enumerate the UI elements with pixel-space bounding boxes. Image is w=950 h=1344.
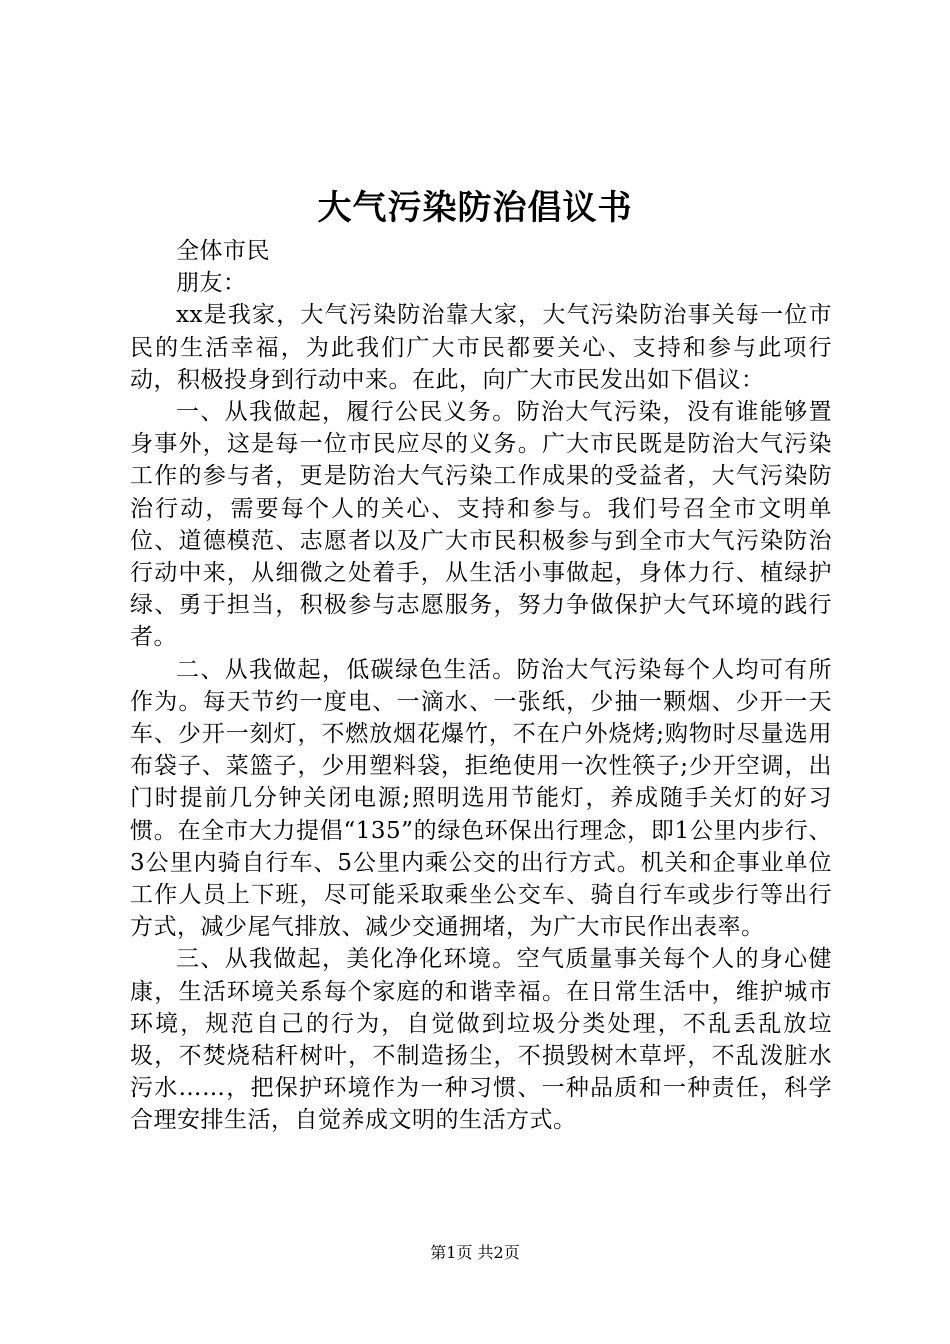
salutation-line-1: 全体市民 <box>176 238 270 264</box>
paragraph-point-1: 一、从我做起，履行公民义务。防治大气污染，没有谁能够置身事外，这是每一位市民应尽的义务。广大市民既是防治大气污染工作的参与者，更是防治大气污染工作成果的受益者，大气污染防治行动，需要每个人的关心、支持和参与。我们号召全市文明单位、道德模范、志愿者以及广大市民积极参与到全市大气污染防治行动中来，从细微之处着手，从生活小事做起，身体力行、植绿护绿、勇于担当，积极参与志愿服务，努力争做保护大气环境的践行者。 <box>130 399 832 651</box>
paragraph-point-2: 二、从我做起，低碳绿色生活。防治大气污染每个人均可有所作为。每天节约一度电、一滴水、一张纸，少抽一颗烟、少开一天车、少开一刻灯，不燃放烟花爆竹，不在户外烧烤;购物时尽量选用布袋子、菜篮子，少用塑料袋，拒绝使用一次性筷子;少开空调，出门时提前几分钟关闭电源;照明选用节能灯，养成随手关灯的好习惯。在全市大力提倡“135”的绿色环保出行理念，即1公里内步行、3公里内骑自行车、5公里内乘公交的出行方式。机关和企事业单位工作人员上下班，尽可能采取乘坐公交车、骑自行车或步行等出行方式，减少尾气排放、减少交通拥堵，为广大市民作出表率。 <box>130 656 832 941</box>
paragraph-point-3: 三、从我做起，美化净化环境。空气质量事关每个人的身心健康，生活环境关系每个家庭的和谐幸福。在日常生活中，维护城市环境，规范自己的行为，自觉做到垃圾分类处理，不乱丢乱放垃圾，不焚烧秸秆树叶，不制造扬尘，不损毁树木草坪，不乱泼脏水污水……，把保护环境作为一种习惯、一种品质和一种责任，科学合理安排生活，自觉养成文明的生活方式。 <box>130 946 832 1134</box>
page-number-footer: 第1页 共2页 <box>430 1243 520 1262</box>
salutation-line-2: 朋友： <box>176 270 247 297</box>
document-body <box>130 235 832 1137</box>
paragraph-intro: xx是我家，大气污染防治靠大家，大气污染防治事关每一位市民的生活幸福，为此我们广大市民都要关心、支持和参与此项行动，积极投身到行动中来。在此，向广大市民发出如下倡议： <box>130 302 832 393</box>
document-title: 大气污染防治倡议书 <box>317 188 633 228</box>
